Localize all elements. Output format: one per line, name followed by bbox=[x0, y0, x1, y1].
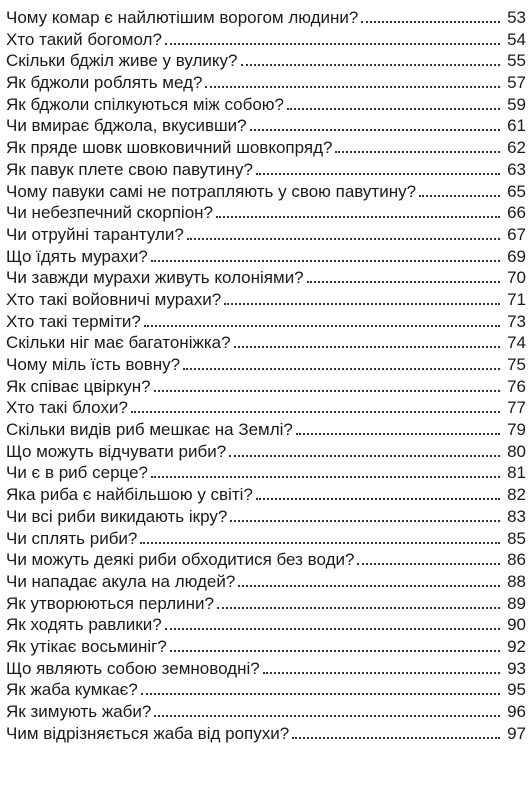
toc-entry-page-number: 77 bbox=[507, 398, 526, 418]
toc-entry-page-number: 54 bbox=[507, 29, 526, 49]
toc-entry-title: Як павук плете свою павутину? bbox=[6, 159, 253, 179]
table-of-contents bbox=[6, 7, 526, 744]
toc-entry bbox=[6, 484, 526, 506]
toc-entry-page-number: 97 bbox=[507, 723, 526, 743]
toc-entry-page-number: 86 bbox=[507, 550, 526, 570]
toc-entry bbox=[6, 181, 526, 203]
toc-entry-page-number: 57 bbox=[507, 73, 526, 93]
toc-entry-title: Чому павуки самі не потрапляють у свою павутину? bbox=[6, 181, 417, 201]
toc-entry bbox=[6, 723, 526, 745]
toc-entry-title: Скільки бджіл живе у вулику? bbox=[6, 51, 238, 71]
toc-entry bbox=[6, 94, 526, 116]
toc-entry-page-number: 61 bbox=[507, 116, 526, 136]
dot-leader bbox=[205, 86, 500, 88]
toc-entry bbox=[6, 701, 526, 723]
toc-entry bbox=[6, 506, 526, 528]
toc-entry-page-number: 75 bbox=[507, 355, 526, 374]
dot-leader bbox=[151, 476, 500, 478]
dot-leader bbox=[307, 281, 500, 283]
toc-entry bbox=[6, 289, 526, 311]
toc-entry bbox=[6, 376, 526, 398]
toc-entry-page-number: 90 bbox=[507, 615, 526, 635]
dot-leader bbox=[250, 129, 500, 131]
toc-entry-page-number: 85 bbox=[507, 528, 526, 548]
dot-leader bbox=[217, 607, 500, 609]
toc-entry bbox=[6, 354, 526, 376]
toc-entry-page-number: 93 bbox=[507, 658, 526, 678]
toc-entry bbox=[6, 50, 526, 72]
toc-entry-page-number: 53 bbox=[507, 8, 526, 27]
toc-entry bbox=[6, 137, 526, 159]
toc-entry-page-number: 70 bbox=[507, 268, 526, 288]
dot-leader bbox=[165, 628, 500, 630]
toc-entry-title: Хто такі блохи? bbox=[6, 398, 128, 418]
dot-leader bbox=[296, 433, 500, 435]
toc-entry bbox=[6, 29, 526, 51]
toc-entry-title: Чи є в риб серце? bbox=[6, 463, 148, 483]
toc-entry-title: Хто такі терміти? bbox=[6, 311, 141, 331]
toc-entry-title: Як утікає восьминіг? bbox=[6, 636, 167, 656]
toc-entry bbox=[6, 332, 526, 354]
toc-entry-title: Чим відрізняється жаба від ропухи? bbox=[6, 723, 290, 743]
dot-leader bbox=[154, 715, 500, 717]
toc-entry-title: Чи сплять риби? bbox=[6, 528, 138, 548]
toc-entry-title: Що являють собою земноводні? bbox=[6, 658, 260, 678]
toc-entry-title: Чому міль їсть вовну? bbox=[6, 355, 181, 374]
toc-entry-page-number: 65 bbox=[507, 181, 526, 201]
toc-entry-title: Чи завжди мурахи живуть колоніями? bbox=[6, 268, 304, 288]
toc-entry bbox=[6, 311, 526, 333]
toc-entry-page-number: 63 bbox=[507, 159, 526, 179]
toc-entry-page-number: 81 bbox=[507, 463, 526, 483]
toc-entry-page-number: 89 bbox=[507, 593, 526, 613]
toc-entry bbox=[6, 72, 526, 94]
toc-entry-title: Як ходять равлики? bbox=[6, 615, 162, 635]
toc-entry-title: Скільки ніг має багатоніжка? bbox=[6, 333, 231, 353]
toc-entry-title: Що можуть відчувати риби? bbox=[6, 441, 227, 461]
toc-entry bbox=[6, 462, 526, 484]
toc-entry bbox=[6, 159, 526, 181]
dot-leader bbox=[140, 542, 500, 544]
toc-entry bbox=[6, 593, 526, 615]
toc-entry-page-number: 59 bbox=[507, 94, 526, 114]
toc-entry-title: Чи отруйні тарантули? bbox=[6, 224, 184, 244]
toc-entry-page-number: 82 bbox=[507, 485, 526, 505]
toc-entry-title: Як утворюються перлини? bbox=[6, 593, 214, 613]
dot-leader bbox=[224, 303, 500, 305]
dot-leader bbox=[419, 195, 500, 197]
dot-leader bbox=[292, 737, 500, 739]
dot-leader bbox=[183, 368, 500, 370]
toc-entry-title: Що їдять мурахи? bbox=[6, 246, 148, 266]
toc-entry-title: Чи всі риби викидають ікру? bbox=[6, 506, 228, 526]
toc-entry bbox=[6, 679, 526, 701]
dot-leader bbox=[144, 325, 500, 327]
toc-entry-page-number: 67 bbox=[507, 224, 526, 244]
dot-leader bbox=[287, 108, 500, 110]
toc-entry bbox=[6, 224, 526, 246]
dot-leader bbox=[216, 216, 500, 218]
toc-entry bbox=[6, 267, 526, 289]
toc-entry bbox=[6, 419, 526, 441]
toc-entry bbox=[6, 246, 526, 268]
dot-leader bbox=[141, 693, 500, 695]
toc-entry-page-number: 71 bbox=[507, 289, 526, 309]
toc-entry bbox=[6, 636, 526, 658]
toc-entry-title: Як зимують жаби? bbox=[6, 702, 152, 721]
toc-entry bbox=[6, 7, 526, 29]
toc-entry-title: Як бджоли спілкуються між собою? bbox=[6, 94, 285, 114]
toc-entry-title: Як бджоли роблять мед? bbox=[6, 73, 203, 93]
dot-leader bbox=[131, 411, 500, 413]
dot-leader bbox=[165, 43, 500, 45]
dot-leader bbox=[361, 21, 500, 23]
toc-entry-page-number: 80 bbox=[507, 441, 526, 461]
toc-entry-page-number: 76 bbox=[507, 376, 526, 396]
dot-leader bbox=[170, 650, 500, 652]
dot-leader bbox=[335, 151, 500, 153]
toc-entry-page-number: 79 bbox=[507, 420, 526, 440]
toc-entry-title: Чому комар є найлютішим ворогом людини? bbox=[6, 8, 359, 27]
toc-entry-title: Як співає цвіркун? bbox=[6, 376, 151, 396]
toc-entry bbox=[6, 115, 526, 137]
dot-leader bbox=[263, 672, 500, 674]
toc-entry-title: Яка риба є найбільшою у світі? bbox=[6, 485, 253, 505]
dot-leader bbox=[256, 498, 500, 500]
toc-entry-title: Як жаба кумкає? bbox=[6, 680, 138, 700]
toc-entry bbox=[6, 549, 526, 571]
dot-leader bbox=[238, 585, 500, 587]
toc-entry-page-number: 69 bbox=[507, 246, 526, 266]
dot-leader bbox=[241, 64, 500, 66]
dot-leader bbox=[256, 173, 500, 175]
toc-entry bbox=[6, 658, 526, 680]
toc-entry-title: Хто такий богомол? bbox=[6, 29, 162, 49]
toc-entry-title: Чи можуть деякі риби обходитися без води? bbox=[6, 550, 355, 570]
toc-entry bbox=[6, 571, 526, 593]
dot-leader bbox=[229, 455, 500, 457]
toc-entry-title: Чи нападає акула на людей? bbox=[6, 571, 236, 591]
toc-entry bbox=[6, 441, 526, 463]
toc-entry-page-number: 73 bbox=[507, 311, 526, 331]
toc-entry-page-number: 88 bbox=[507, 571, 526, 591]
toc-entry-title: Скільки видів риб мешкає на Землі? bbox=[6, 420, 293, 440]
toc-entry bbox=[6, 528, 526, 550]
dot-leader bbox=[234, 346, 500, 348]
toc-entry bbox=[6, 614, 526, 636]
toc-entry-page-number: 83 bbox=[507, 506, 526, 526]
toc-entry bbox=[6, 397, 526, 419]
dot-leader bbox=[357, 563, 500, 565]
toc-entry-title: Хто такі войовничі мурахи? bbox=[6, 289, 222, 309]
toc-entry-page-number: 96 bbox=[507, 702, 526, 721]
dot-leader bbox=[154, 390, 500, 392]
toc-entry bbox=[6, 202, 526, 224]
toc-entry-title: Як пряде шовк шовковичний шовкопряд? bbox=[6, 138, 333, 158]
toc-entry-page-number: 95 bbox=[507, 680, 526, 700]
toc-entry-page-number: 74 bbox=[507, 333, 526, 353]
toc-entry-title: Чи небезпечний скорпіон? bbox=[6, 203, 213, 223]
toc-entry-title: Чи вмирає бджола, вкусивши? bbox=[6, 116, 247, 136]
toc-entry-page-number: 92 bbox=[507, 636, 526, 656]
toc-entry-page-number: 66 bbox=[507, 203, 526, 223]
toc-entry-page-number: 55 bbox=[507, 51, 526, 71]
dot-leader bbox=[187, 238, 500, 240]
dot-leader bbox=[151, 260, 500, 262]
toc-entry-page-number: 62 bbox=[507, 138, 526, 158]
dot-leader bbox=[230, 520, 500, 522]
